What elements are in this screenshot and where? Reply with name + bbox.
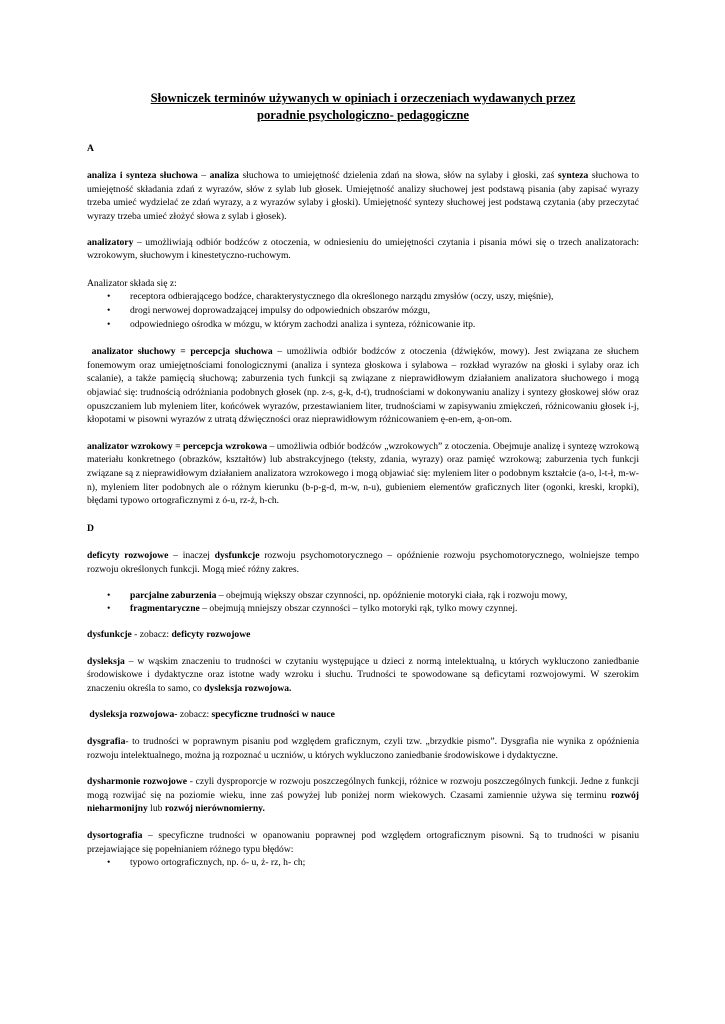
analizator-list xyxy=(87,290,639,331)
text: – xyxy=(197,170,210,182)
term-analiza-synteza: analiza i synteza słuchowa xyxy=(87,170,198,182)
text: – umożliwia odbiór bodźców „wzrokowych” z otoczenia. Obejmuje analizę i syntezę wzrokową materiału konkretnego (obrazków, kształtów) lub abstrakcyjnego (teksty, zdania, wyrazy) oraz pamięć wzrokową; zaburzenia tych funkcji związane są z nieprawidłowym działaniem analizatora wzrokowego i mogą objawiać się: myleniem liter o podobnym kształcie (a-o, l-t-ł, m-w-n), myleniem liter podobnych ale o różnym kierunku (b-p-g-d, m-w, n-u), gubieniem elementów graficznych liter (ogonki, kreski, kropki), błędami typowo ortograficznymi z ó-u, rz-ż, h-ch. xyxy=(87,440,639,507)
list-item: • typowo ortograficznych, np. ó- u, ż- rz, h- ch; xyxy=(87,856,639,870)
deficyty-list xyxy=(87,589,639,616)
entry-dysharmonie xyxy=(87,775,639,816)
term-dysharmonie: dysharmonie rozwojowe xyxy=(87,776,188,788)
analizator-intro: Analizator składa się z: xyxy=(87,277,177,289)
dysortografia-list xyxy=(87,856,639,870)
entry-dysortografia xyxy=(87,829,639,856)
see-deficyty: deficyty rozwojowe xyxy=(171,628,251,640)
text: rozwoju psychomotorycznego – opóźnienie rozwoju psychomotorycznego, wolniejsze tempo rozwoju określonych funkcji. Mogą mieć różny zakres. xyxy=(87,550,640,576)
term-dysleksja-rozwojowa: dysleksja rozwojowa. xyxy=(204,682,292,694)
title-line-2: poradnie psychologiczno- pedagogiczne xyxy=(257,107,469,122)
text: – inaczej xyxy=(168,550,215,562)
term-analizator-sluchowy: analizator słuchowy = percepcja słuchowa xyxy=(91,346,273,358)
entry-analiza xyxy=(87,169,639,223)
entry-analizator-wzrokowy xyxy=(87,440,639,508)
term-dysortografia: dysortografia xyxy=(87,830,143,842)
text: – w wąskim znaczeniu to trudności w czytaniu występujące u dzieci z normą intelektualną, u których wykluczono zaniedbanie środowiskowe i dydaktyczne oraz istotne wady wzroku i słuchu. Trudności te spowodowane są deficytami rozwojowymi. W szerokim znaczeniu określa to samo, co xyxy=(87,655,639,694)
term-deficyty-rozwojowe: deficyty rozwojowe xyxy=(87,550,169,562)
term-rozwoj-nierownomierny: rozwój nierównomierny. xyxy=(164,803,265,815)
term-dysfunkcje-head: dysfunkcje xyxy=(87,628,132,640)
term-dysgrafia: dysgrafia xyxy=(87,735,126,747)
text: lub xyxy=(147,803,165,815)
section-letter-d: D xyxy=(87,522,94,534)
entry-analizatory xyxy=(87,236,639,263)
text: – obejmują mniejszy obszar czynności – tylko motoryki rąk, tylko mowy czynnej. xyxy=(199,603,518,615)
entry-analizator-sluchowy xyxy=(87,345,639,427)
term-analiza: analiza xyxy=(209,170,239,182)
list-item xyxy=(87,589,639,603)
document-page xyxy=(87,90,639,870)
text: - to trudności w poprawnym pisaniu pod względem graficznym, czyli tzw. „brzydkie pismo”. Dysgrafia nie wynika z opóźnienia rozwoju intelektualnego, można ją rozpoznać u uczniów, u których wykluczono zaniedbanie środowiskowe i dydaktyczne. xyxy=(87,735,639,761)
entry-dysfunkcje xyxy=(87,628,639,642)
term-analizator-wzrokowy: analizator wzrokowy = percepcja wzrokowa xyxy=(87,440,268,452)
text: zobacz: xyxy=(177,709,212,721)
term-dysfunkcje: dysfunkcje xyxy=(214,550,260,562)
term-rozwoj-nieharmonijny: rozwój nieharmonijny xyxy=(87,789,639,815)
document-title xyxy=(87,90,639,123)
text: - czyli dysproporcje w rozwoju poszczególnych funkcji, różnice w rozwoju poszczególnych funkcji. Jedne z funkcji mogą rozwijać się na poziomie wieku, inne zaś powyżej lub poniżej norm wiekowych. Czasami zamiennie używa się terminu xyxy=(87,776,639,801)
section-letter-a: A xyxy=(87,143,94,155)
see-specyficzne: specyficzne trudności w nauce xyxy=(211,709,335,721)
list-item: • odpowiedniego ośrodka w mózgu, w którym zachodzi analiza i synteza, różnicowanie itp. xyxy=(87,318,639,332)
entry-dysleksja xyxy=(87,655,639,696)
term-synteza: synteza xyxy=(557,170,589,182)
list-item: • receptora odbierającego bodźce, charakterystycznego dla określonego narządu zmysłów (oczy, uszy, mięśnie), xyxy=(87,290,639,304)
list-item: • drogi nerwowej doprowadzającej impulsy do odpowiednich obszarów mózgu, xyxy=(87,304,639,318)
text: słuchowa to umiejętność składania zdań z wyrazów, słów z sylab lub głosek. Umiejętność analizy słuchowej jest podstawą pisania (aby zapisać wyrazy trzeba umieć wydzielać ze zdań wyrazy, a z wyrazów sylaby i głoski). Umiejętność syntezy słuchowej jest podstawą czytania (aby przeczytać wyrazy trzeba umieć złożyć słowa z sylab i głosek). xyxy=(87,170,640,222)
text: słuchowa to umiejętność dzielenia zdań na słowa, słów na sylaby i głoski, zaś xyxy=(238,170,558,182)
text: – obejmują większy obszar czynności, np. opóźnienie motoryki ciała, rąk i rozwoju mowy, xyxy=(216,589,568,601)
list-item xyxy=(87,602,639,616)
term-parcjalne: parcjalne zaburzenia xyxy=(130,589,217,601)
entry-dysgrafia xyxy=(87,735,639,762)
text: – specyficzne trudności w opanowaniu poprawnej pod względem ortograficznym pisowni. Są to trudności w pisaniu przejawiające się popełnianiem różnego typu błędów: xyxy=(87,830,639,855)
title-line-1: Słowniczek terminów używanych w opiniach i orzeczeniach wydawanych przez xyxy=(150,91,576,105)
text: - zobacz: xyxy=(131,628,172,640)
text: – umożliwiają odbiór bodźców z otoczenia, w odniesieniu do umiejętności czytania i pisania mówi się o trzech analizatorach: wzrokowym, słuchowym i kinestetyczno-ruchowym. xyxy=(87,236,639,262)
term-fragmentaryczne: fragmentaryczne xyxy=(130,603,200,615)
term-analizatory: analizatory xyxy=(87,236,134,248)
entry-dysleksja-rozwojowa xyxy=(87,708,639,722)
term-dysleksja-rozw-head: dysleksja rozwojowa- xyxy=(89,709,178,721)
term-dysleksja: dysleksja xyxy=(87,655,125,667)
entry-deficyty xyxy=(87,549,639,576)
text: – umożliwia odbiór bodźców z otoczenia (dźwięków, mowy). Jest związana ze słuchem fonemowym oraz umiejętnościami fonologicznymi (analiza i synteza głoskowa i sylabowa – rozkład wyrazów na głoski i sylaby oraz ich scalanie), a także pamięcią słuchową; zaburzenia tych funkcji są związane z nieprawidłowym działaniem analizatora słuchowego i mogą objawiać się: trudnością odróżniania podobnych głosek (np. z-s, g-k, d-t), trudnościami w dokonywaniu analizy i syntezy głoskowej słów oraz opuszczaniem lub myleniem liter, końcówek wyrazów, przestawianiem liter, trudnościami w zapisywaniu zmiękczeń, różnicowaniu głosek i-j, kłopotami w pisowni wyrazów z utratą dźwięczności oraz nieprawidłowym różnicowaniem ę-en-em, ą-on-om. xyxy=(87,346,639,426)
